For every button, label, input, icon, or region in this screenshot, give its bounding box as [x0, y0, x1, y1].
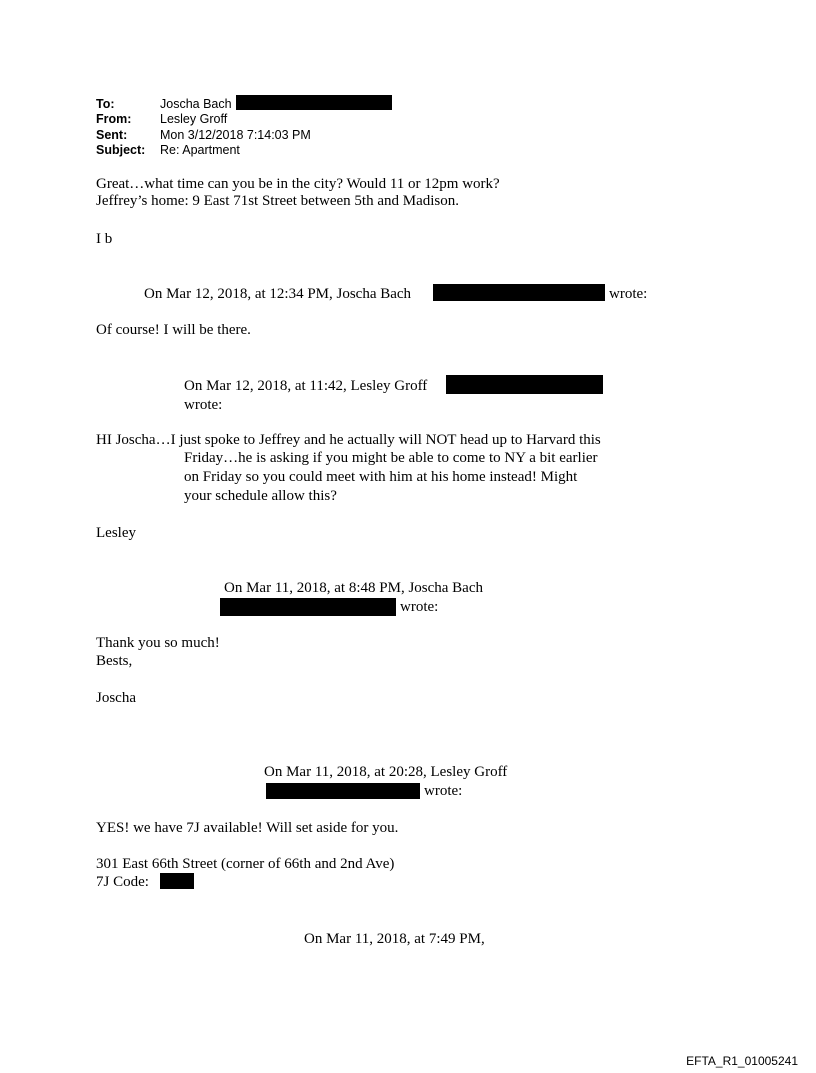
redaction-quote1-email — [433, 284, 605, 301]
sent-value: Mon 3/12/2018 7:14:03 PM — [160, 128, 311, 142]
redaction-to-email — [236, 95, 392, 110]
to-label: To: — [96, 97, 115, 111]
quote2-signature: Lesley — [96, 525, 136, 541]
from-value: Lesley Groff — [160, 112, 228, 126]
quote1-body: Of course! I will be there. — [96, 322, 251, 338]
quote2-body-line-2: Friday…he is asking if you might be able to come to NY a bit earlier — [184, 450, 598, 466]
quote2-wrote: wrote: — [184, 397, 223, 413]
quote4-wrote: wrote: — [424, 783, 463, 799]
quote4-body: YES! we have 7J available! Will set aside for you. — [96, 820, 399, 836]
quote4-address: 301 East 66th Street (corner of 66th and 2nd Ave) — [96, 856, 395, 872]
to-value: Joscha Bach — [160, 97, 232, 111]
quote3-signature: Joscha — [96, 690, 136, 706]
sent-label: Sent: — [96, 128, 128, 142]
quote3-wrote: wrote: — [400, 599, 439, 615]
quote3-body-line-1: Thank you so much! — [96, 635, 220, 651]
redaction-quote3-email — [220, 598, 396, 616]
redaction-quote2-email — [446, 375, 603, 394]
quote2-body-line-1: HI Joscha…I just spoke to Jeffrey and he actually will NOT head up to Harvard this — [96, 432, 601, 448]
message-line-3: I b — [96, 231, 113, 247]
subject-label: Subject: — [96, 143, 146, 157]
quote2-body-line-4: your schedule allow this? — [184, 488, 337, 504]
quote2-body-line-3: on Friday so you could meet with him at his home instead! Might — [184, 469, 578, 485]
message-line-1: Great…what time can you be in the city? Would 11 or 12pm work? — [96, 176, 500, 192]
quote1-attribution: On Mar 12, 2018, at 12:34 PM, Joscha Bach — [144, 286, 412, 302]
redaction-door-code — [160, 873, 194, 889]
quote4-attribution: On Mar 11, 2018, at 20:28, Lesley Groff — [264, 764, 508, 780]
from-label: From: — [96, 112, 132, 126]
quote5-attribution: On Mar 11, 2018, at 7:49 PM, — [304, 931, 485, 947]
message-line-2: Jeffrey’s home: 9 East 71st Street between 5th and Madison. — [96, 193, 459, 209]
document-id: EFTA_R1_01005241 — [686, 1054, 798, 1068]
subject-value: Re: Apartment — [160, 143, 240, 157]
redaction-quote4-email — [266, 783, 420, 799]
quote1-wrote: wrote: — [609, 286, 648, 302]
quote4-code-label: 7J Code: — [96, 874, 149, 890]
quote3-body-line-2: Bests, — [96, 653, 133, 669]
quote3-attribution: On Mar 11, 2018, at 8:48 PM, Joscha Bach — [224, 580, 483, 596]
quote2-attribution: On Mar 12, 2018, at 11:42, Lesley Groff — [184, 378, 428, 394]
